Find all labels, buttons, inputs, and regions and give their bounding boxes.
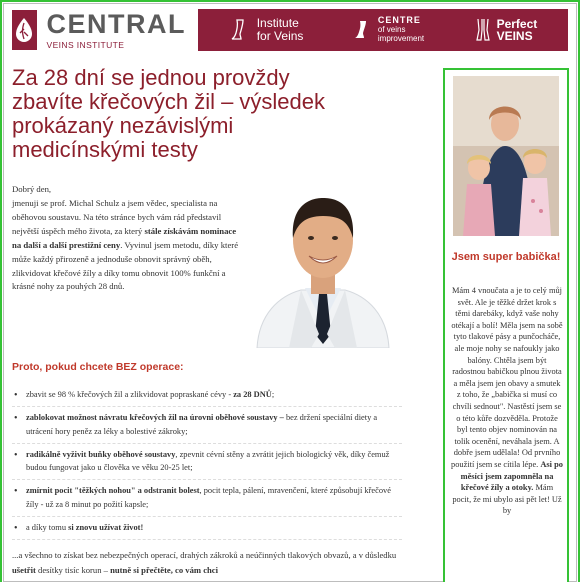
intro-bold: stále získávám nominace na další a další prestižní ceny: [12, 225, 237, 250]
legs-icon: [474, 18, 492, 42]
brand-institute-for-veins[interactable]: [229, 17, 304, 42]
testimonial-sidebar: [443, 68, 569, 582]
central-veins-logo[interactable]: [12, 9, 186, 51]
list-item: • zmírnit pocit "těžkých nohou" a odstranit bolest, pocit tepla, pálení, mravenčení, které způsobují křečové žíly - už za 8 minut po požití kapsle;: [12, 484, 402, 517]
brand1-line2: for Veins: [256, 29, 304, 43]
intro-paragraph: [12, 197, 244, 294]
logo-subtitle: VEINS INSTITUTE: [46, 39, 125, 50]
intro-text-end: . Vyvinul jsem metodu, díky které může každý přirozeně a jednoduše obnovit správný oběh, zlikvidovat křečové žíly a díky tomu obnovit 100% funkční a krásné nohy za pouhých 28 dnů.: [12, 239, 239, 292]
article-main: [12, 65, 402, 575]
brand-centre-of-veins[interactable]: [353, 16, 424, 43]
brand2-line2: of veins: [377, 25, 406, 35]
grandmother-photo: [453, 76, 559, 236]
brand3-line1: Perfect: [496, 17, 538, 31]
leg-emblem-icon: [353, 20, 373, 40]
benefits-list: [12, 388, 402, 544]
brand1-line1: Institute: [256, 16, 299, 31]
intro-text: jmenuji se prof. Michal Schulz a jsem vědec, specialista na oběhovou soustavu. Na této stránce bych vám rád představil největší úspěch mého života, za který: [12, 197, 222, 236]
leg-icon: [229, 19, 251, 41]
brand3-line2: VEINS: [496, 29, 533, 43]
list-item: • radikálně vyživit buňky oběhové soustavy, zpevnit cévní stěny a zvrátit jejich biologický věk, díky čemuž budou fungovat jako u člověka ve věku 20-25 let;: [12, 448, 402, 481]
partner-brands-bar: [198, 9, 568, 51]
brand-perfect-veins[interactable]: [474, 18, 538, 42]
article-intro: [12, 183, 244, 294]
intro-greeting: Dobrý den,: [12, 184, 52, 194]
logo-title: CENTRAL: [46, 8, 186, 39]
benefits-heading: Proto, pokud chcete BEZ operace:: [12, 361, 184, 373]
veins-logo-icon: [12, 10, 37, 50]
article-headline: Za 28 dní se jednou provždy zbavíte křečových žil – výsledek prokázaný nezávislými medicínskými testy: [12, 65, 326, 162]
testimonial-text: Mám 4 vnoučata a je to celý můj svět. Ale je těžké držet krok s těmi darebáky, když vaše nohy otékají a bolí! Měla jsem na sobě tyto tlakové pásy a punčocháče, ale moje nohy se nafoukly jako balóny. Chtěla jsem být radostnou babičkou plnou života a měla jsem jen obavy a smutek z toho, že „babička si musí co chvíli sednout". Nastěstí jsem se o této kůře dozvěděla. Protože byl tento objev nominován na tolik ocenění, neváhala jsem. A dobře jsem udělala! Od prvního použití jsem se cítila lépe. Asi po měsíci jsem zapomněla na křečové žíly a otoky. Mám pocit, že mi ubylo asi pět let! Už by: [451, 286, 563, 516]
article-outro: ...a všechno to získat bez nebezpečných operací, drahých zákroků a neúčinných tlakových obvazů, a v důsledku ušetřit desítky tisíc korun – nutně si přečtěte, co vám chci: [12, 550, 397, 575]
list-item: • zbavit se 98 % křečových žil a zlikvidovat popraskané cévy - za 28 DNŮ;: [12, 388, 402, 407]
list-item: • a díky tomu si znovu užívat život!: [12, 521, 402, 540]
doctor-photo: [249, 184, 397, 348]
brand2-line3: improvement: [377, 33, 425, 43]
list-item: • zablokovat možnost návratu křečových žil na úrovni oběhové soustavy – bez držení speciální diety a utrácení hory peněz za léky a bolestivé zákroky;: [12, 411, 402, 444]
testimonial-heading: Jsem super babička!: [451, 251, 561, 263]
site-header: [12, 9, 568, 51]
brand2-line1: CENTRE: [377, 15, 421, 26]
